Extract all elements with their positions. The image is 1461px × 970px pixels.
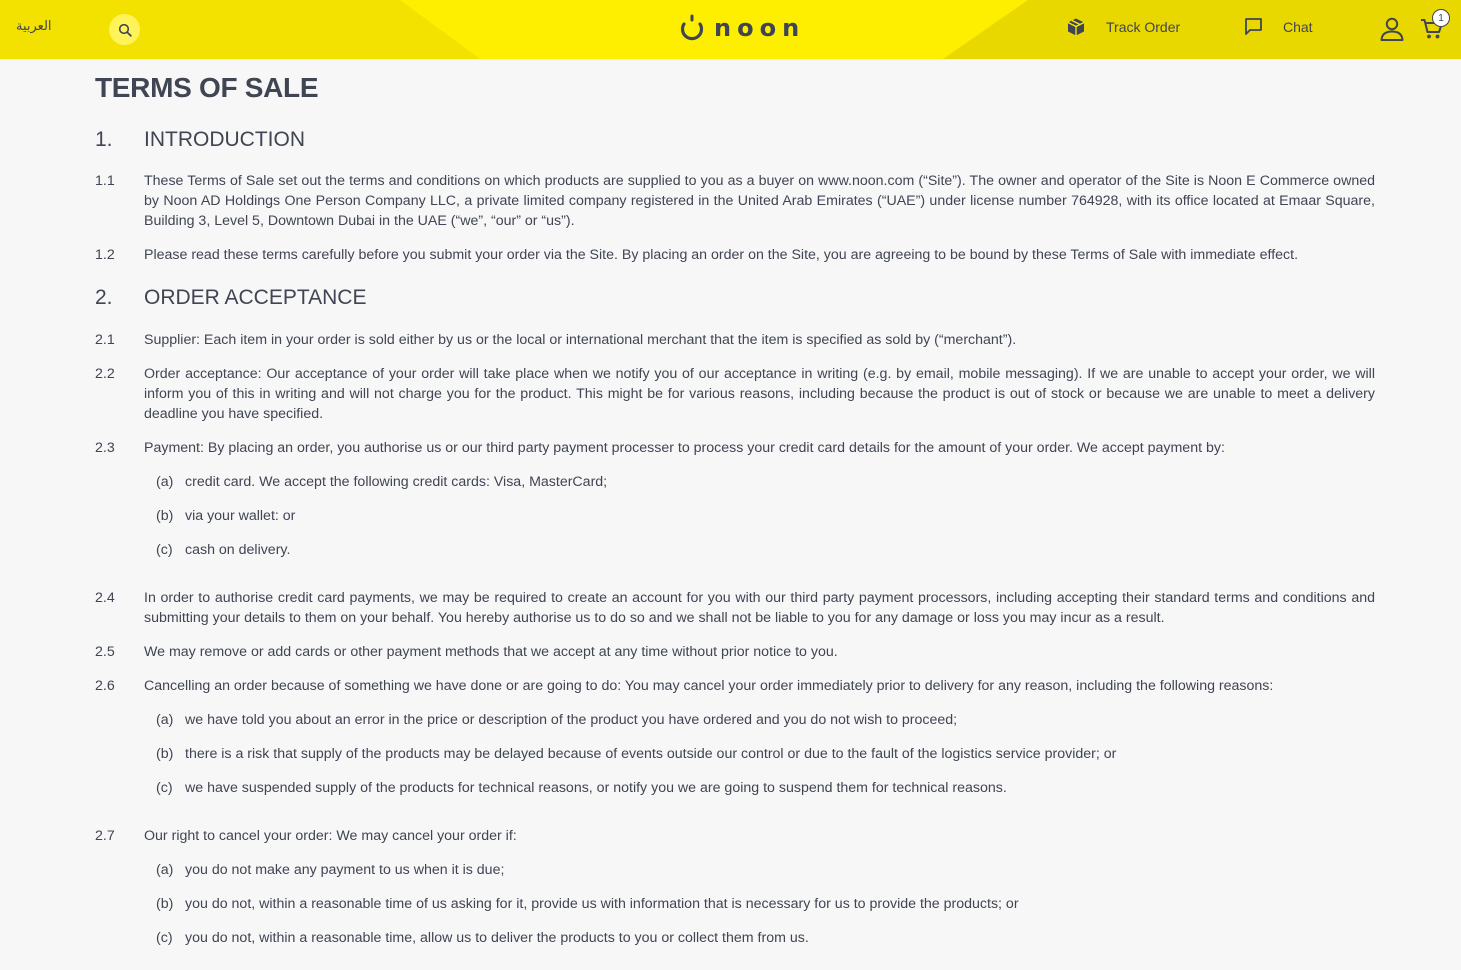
sub-item-2-7-c: [95, 928, 1436, 948]
top-header: [0, 0, 1461, 59]
sub-item-text: you do not, within a reasonable time, allow us to deliver the products to you or collect them from us.: [185, 930, 809, 946]
logo-mark-icon: [678, 14, 706, 42]
clause-text: In order to authorise credit card payments, we may be required to create an account for you with our third party payment processors, including accepting their standard terms and conditions and submitting your details to them on your behalf. You hereby authorise us to do so and we shall not be liable to you for any damage or loss you may incur as a result.: [144, 590, 1375, 626]
clause-number: 1.2: [95, 247, 115, 263]
sub-item-text: via your wallet: or: [185, 508, 296, 524]
terms-content: [95, 59, 1375, 946]
clause-1-1: [95, 171, 1375, 231]
section-heading-order-acceptance: [95, 283, 1375, 313]
clause-text: Please read these terms carefully before you submit your order via the Site. By placing an order on the Site, you are agreeing to be bound by these Terms of Sale with immediate effect.: [144, 247, 1299, 263]
sub-item-letter: (a): [156, 474, 174, 490]
language-switch-link[interactable]: العربية: [16, 19, 52, 34]
sub-item-text: cash on delivery.: [185, 542, 291, 558]
sub-item-letter: (a): [156, 862, 174, 878]
search-icon: [118, 23, 132, 37]
logo-text: noon: [714, 14, 806, 42]
clause-text: Our right to cancel your order: We may cancel your order if:: [144, 828, 517, 844]
sub-item-text: we have suspended supply of the products for technical reasons, or notify you we are going to suspend them for technical reasons.: [185, 780, 1007, 796]
sub-item-text: you do not make any payment to us when it is due;: [185, 862, 505, 878]
clause-1-2: [95, 245, 1375, 265]
cart-count-badge: 1: [1432, 9, 1450, 27]
sub-item-letter: (c): [156, 780, 173, 796]
sub-item-2-6-b: [95, 744, 1436, 764]
clause-number: 2.7: [95, 828, 115, 844]
clause-2-5: [95, 642, 1375, 662]
search-button[interactable]: [109, 14, 140, 45]
header-decor-left: [0, 0, 480, 59]
clause-number: 2.4: [95, 590, 115, 606]
package-icon: [1066, 17, 1086, 37]
clause-text: Payment: By placing an order, you authorise us or our third party payment processer to process your credit card details for the amount of your order. We accept payment by:: [144, 440, 1225, 456]
clause-text: Supplier: Each item in your order is sold either by us or the local or international merchant that the item is specified as sold by (“merchant”).: [144, 332, 1017, 348]
clause-number: 2.1: [95, 332, 115, 348]
clause-2-7: [95, 826, 1375, 846]
clause-2-1: [95, 330, 1375, 350]
sub-item-text: there is a risk that supply of the products may be delayed because of events outside our control or due to the fault of the logistics service provider; or: [185, 746, 1117, 762]
clause-2-3: [95, 438, 1375, 458]
account-icon[interactable]: [1379, 16, 1405, 42]
sub-item-2-6-c: [95, 778, 1436, 798]
sub-item-2-3-b: [95, 506, 1436, 526]
clause-2-2: [95, 364, 1375, 424]
sub-item-letter: (b): [156, 746, 174, 762]
sub-item-2-7-b: [95, 894, 1436, 914]
section-title: INTRODUCTION: [144, 128, 305, 151]
section-number: 2.: [95, 286, 113, 309]
clause-number: 2.6: [95, 678, 115, 694]
clause-number: 2.2: [95, 366, 115, 382]
sub-item-text: credit card. We accept the following credit cards: Visa, MasterCard;: [185, 474, 608, 490]
sub-item-letter: (b): [156, 896, 174, 912]
clause-number: 2.5: [95, 644, 115, 660]
sub-item-letter: (c): [156, 930, 173, 946]
clause-text: Cancelling an order because of something we have done or are going to do: You may cancel your order immediately prior to delivery for any reason, including the following reasons:: [144, 678, 1274, 694]
clause-2-6: [95, 676, 1375, 696]
chat-label: Chat: [1283, 18, 1313, 35]
sub-item-2-3-a: [95, 472, 1436, 492]
sub-item-text: you do not, within a reasonable time of us asking for it, provide us with information that is necessary for us to provide the products; or: [185, 896, 1019, 912]
sub-item-2-7-a: [95, 860, 1436, 880]
sub-item-letter: (c): [156, 542, 173, 558]
clause-number: 2.3: [95, 440, 115, 456]
section-heading-introduction: [95, 125, 1375, 155]
sub-item-letter: (a): [156, 712, 174, 728]
track-order-label: Track Order: [1106, 19, 1181, 35]
sub-item-2-3-c: [95, 540, 1436, 560]
noon-logo[interactable]: [678, 14, 805, 42]
clause-text: We may remove or add cards or other payment methods that we accept at any time without prior notice to you.: [144, 644, 838, 660]
track-order-link[interactable]: [1066, 17, 1180, 37]
chat-icon: [1244, 17, 1263, 36]
chat-link[interactable]: [1244, 17, 1313, 36]
sub-item-text: we have told you about an error in the price or description of the product you have ordered and you do not wish to proceed;: [185, 712, 958, 728]
page-title: TERMS OF SALE: [95, 72, 319, 103]
sub-item-2-6-a: [95, 710, 1436, 730]
section-title: ORDER ACCEPTANCE: [144, 286, 367, 309]
clause-number: 1.1: [95, 173, 115, 189]
clause-text: These Terms of Sale set out the terms and conditions on which products are supplied to you as a buyer on www.noon.com (“Site”). The owner and operator of the Site is Noon E Commerce owned by Noon AD Holdings One Person Company LLC, a private limited company registered in the United Arab Emirates (“UAE”) under license number 764928, with its office located at Emaar Square, Building 3, Level 5, Downtown Dubai in the UAE (“we”, “our” or “us”).: [144, 173, 1375, 229]
clause-text: Order acceptance: Our acceptance of your order will take place when we notify you of our acceptance in writing (e.g. by email, mobile messaging). If we are unable to accept your order, we will inform you of this in writing and will not charge you for the product. This might be for various reasons, including because the product is out of stock or because we are unable to meet a delivery deadline you have specified.: [144, 366, 1375, 422]
sub-item-letter: (b): [156, 508, 174, 524]
section-number: 1.: [95, 128, 113, 151]
clause-2-4: [95, 588, 1375, 628]
